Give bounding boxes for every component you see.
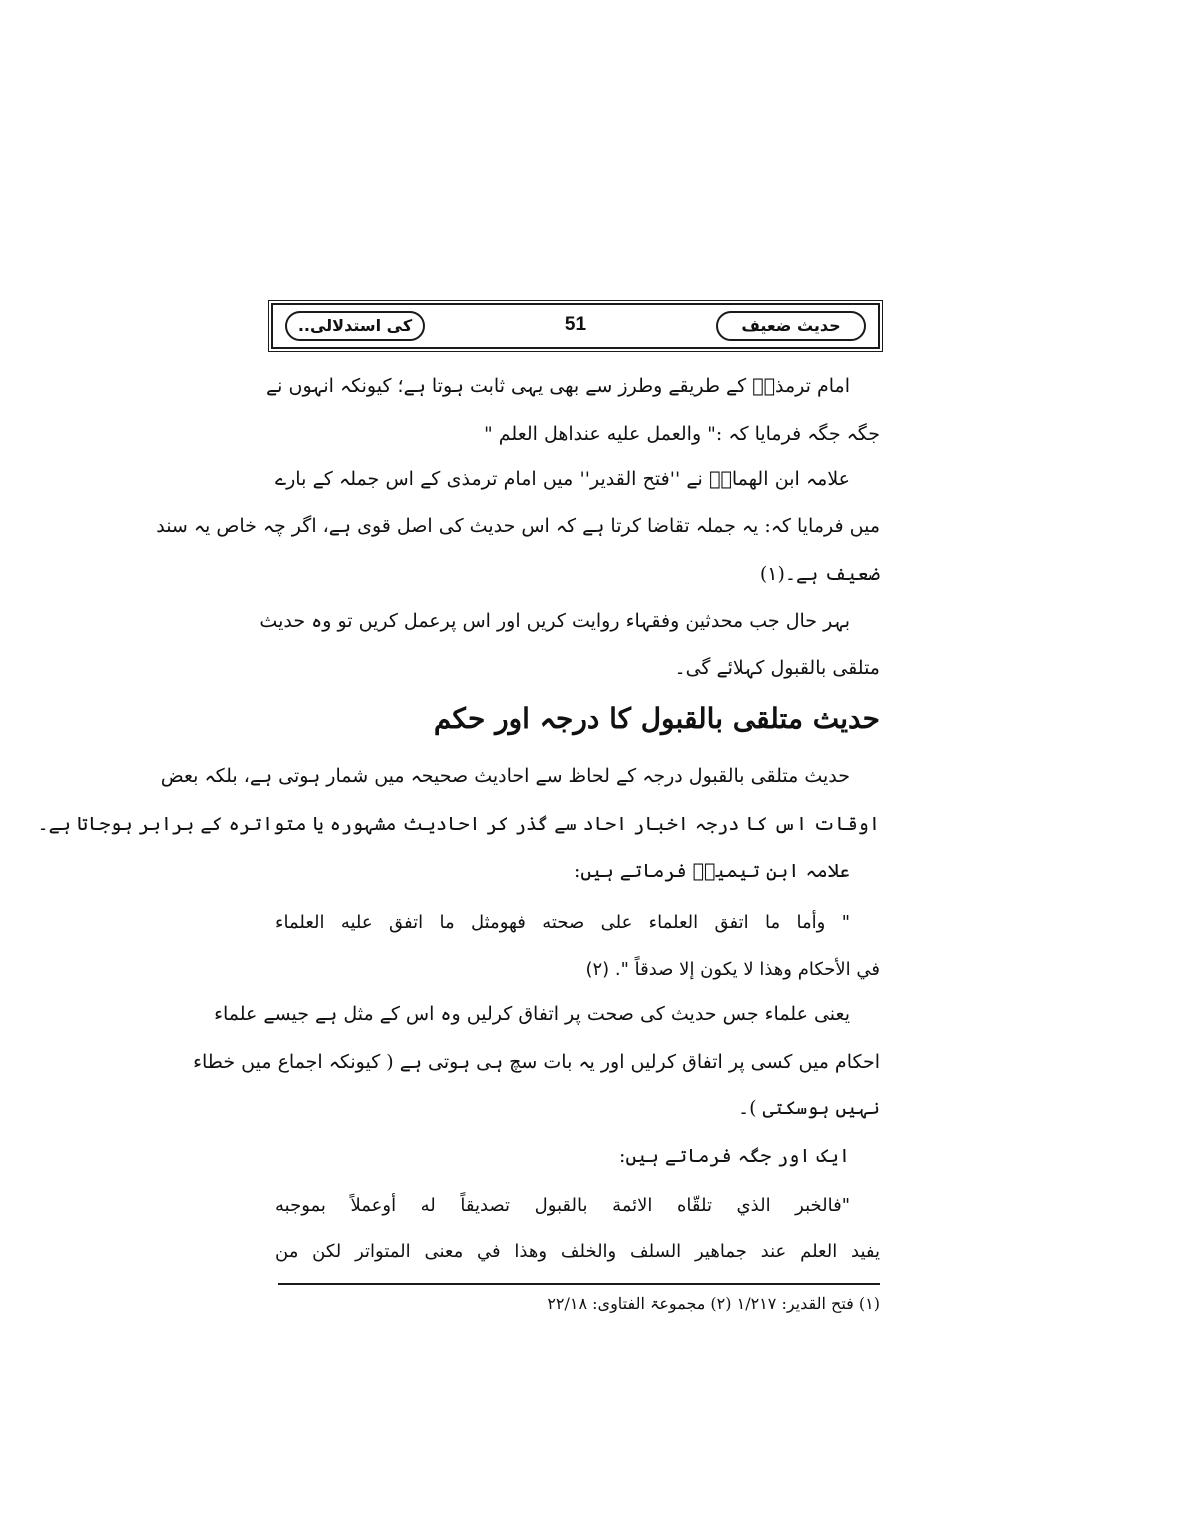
arabic-quote-line-3: "فالخبر الذي تلقّاه الائمة بالقبول تصديقاً له أوعملاً بموجبه — [275, 1195, 850, 1216]
section-line-9: ایک اور جگہ فرماتے ہیں: — [619, 1145, 850, 1167]
section-line-6: یعنی علماء جس حدیث کی صحت پر اتفاق کرلیں وہ اس کے مثل ہے جیسے علماء — [214, 1003, 850, 1025]
footnote-divider — [278, 1283, 880, 1285]
footnote: (۱) فتح القدیر: ۱/۲۱۷ (۲) مجموعۃ الفتاوی: ۲۲/۱۸ — [547, 1294, 880, 1313]
book-title-label: حديث ضعيف — [716, 311, 866, 341]
page-number: 51 — [564, 314, 587, 335]
body-line-5: ضعیف ہے۔(۱) — [759, 563, 880, 585]
body-line-4: میں فرمایا کہ: یہ جملہ تقاضا کرتا ہے کہ اس حدیث کی اصل قوی ہے، اگر چہ خاص یہ سند — [156, 515, 880, 537]
book-subtitle-label: کی استدلالی.. — [285, 311, 425, 341]
section-heading: حدیث متلقی بالقبول کا درجہ اور حکم — [433, 702, 880, 735]
arabic-quote-line-4: يفيد العلم عند جماهير السلف والخلف وهذا في معنى المتواتر لكن من — [275, 1241, 880, 1262]
page-header — [271, 303, 880, 349]
body-line-2: جگہ جگہ فرمایا کہ :" والعمل علیه عنداهل العلم " — [484, 423, 880, 445]
arabic-quote-line-2: في الأحكام وهذا لا يكون إلا صدقاً ". (٢) — [585, 959, 880, 980]
body-line-6: بہر حال جب محدثین وفقہاء روایت کریں اور اس پرعمل کریں تو وہ حدیث — [259, 610, 850, 632]
section-line-7: احکام میں کسی پر اتفاق کرلیں اور یہ بات سچ ہی ہوتی ہے ( کیونکہ اجماع میں خطاء — [193, 1051, 880, 1073]
section-line-1: حدیث متلقی بالقبول درجہ کے لحاظ سے احادیث صحیحہ میں شمار ہوتی ہے، بلکہ بعض — [160, 765, 850, 787]
section-line-8: نہیں ہوسکتی )۔ — [738, 1097, 880, 1119]
section-line-2: اوقات اس کا درجہ اخبار احاد سے گذر کر احادیث مشہورہ یا متواترہ کے برابر ہوجاتا ہے۔ — [37, 813, 880, 835]
body-line-3: علامہ ابن الھمامؒ نے ''فتح القدیر'' میں امام ترمذی کے اس جملہ کے بارے — [275, 468, 850, 490]
arabic-quote-line-1: " وأما ما اتفق العلماء على صحته فهومثل ما اتفق عليه العلماء — [275, 912, 850, 933]
section-line-3: علامہ ابن تیمیہؒ فرماتے ہیں: — [573, 860, 850, 882]
body-line-7: متلقی بالقبول کہلائے گی۔ — [674, 657, 880, 679]
body-line-1: امام ترمذیؒ کے طریقے وطرز سے بھی یہی ثابت ہوتا ہے؛ کیونکہ انہوں نے — [266, 375, 850, 397]
